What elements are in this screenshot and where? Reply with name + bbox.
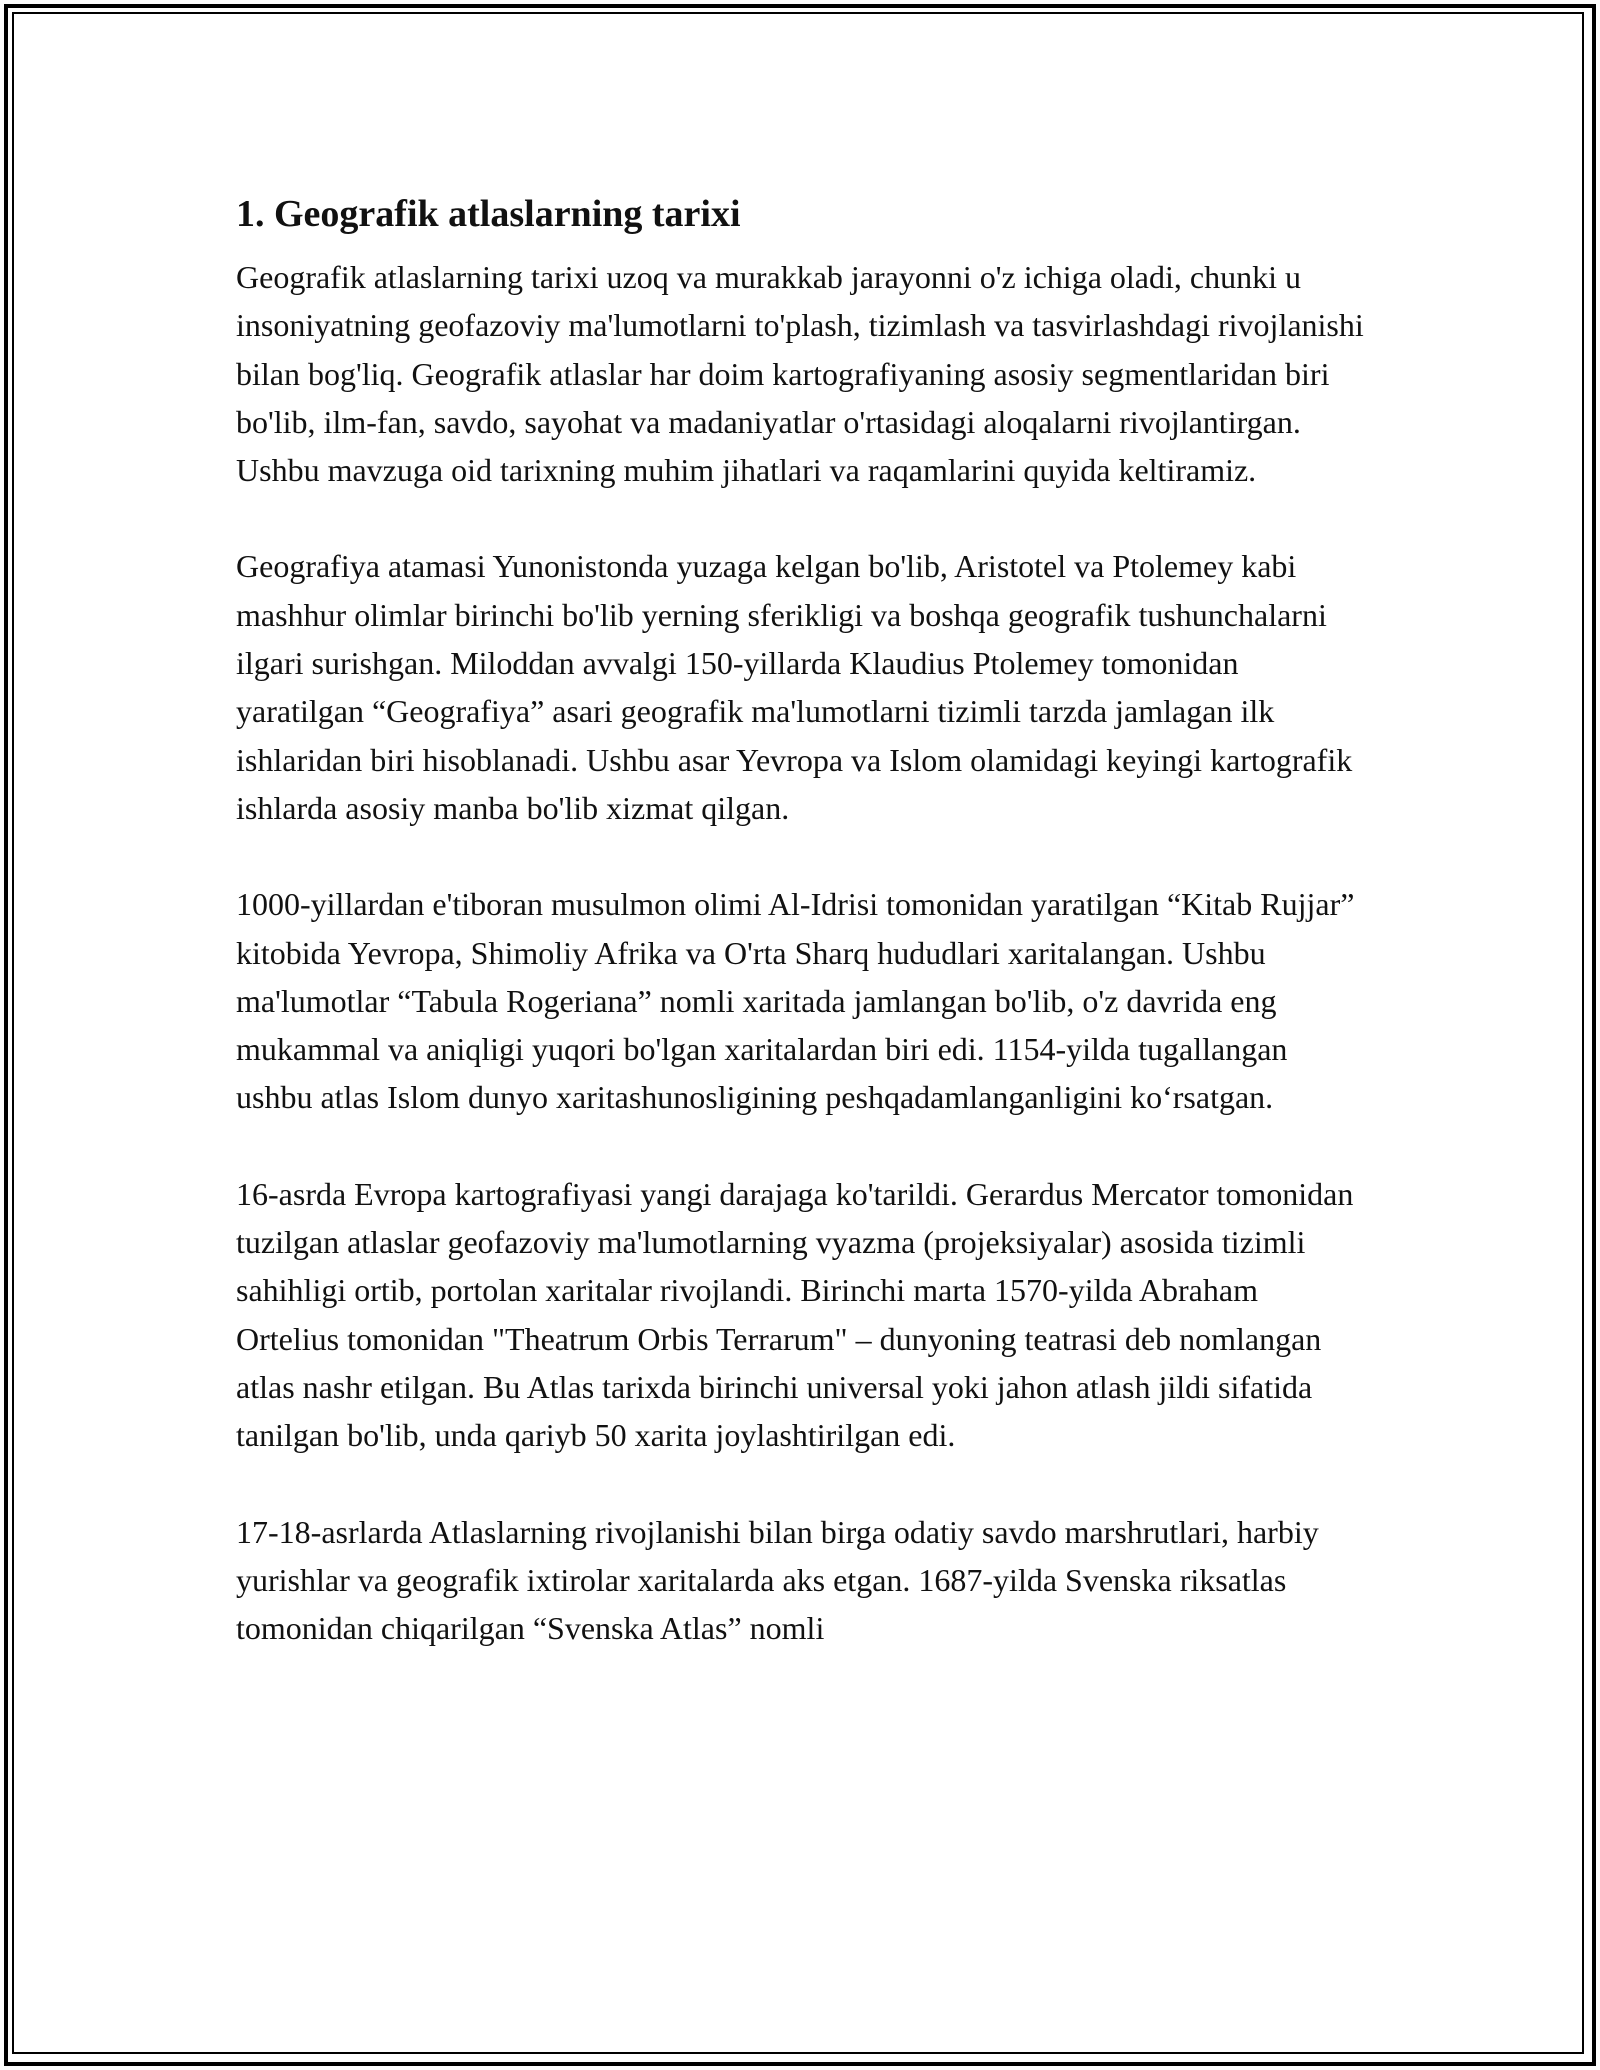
paragraph-16th-century: 16-asrda Evropa kartografiyasi yangi darajaga ko'tarildi. Gerardus Mercator tomonidan tuzilgan atlaslar geofazoviy ma'lumotlarning vyazma (projeksiyalar) asosida tizimli sahihligi ortib, portolan xaritalar rivojlandi. Birinchi marta 1570-yilda Abraham Ortelius tomonidan "Theatrum Orbis Terrarum" – dunyoning teatrasi deb nomlangan atlas nashr etilgan. Bu Atlas tarixda birinchi universal yoki jahon atlash jildi sifatida tanilgan bo'lib, unda qariyb 50 xarita joylashtirilgan edi. [236,1175,1354,1454]
document-body [236,185,1366,1700]
paragraph-greece-ptolemy: Geografiya atamasi Yunonistonda yuzaga kelgan bo'lib, Aristotel va Ptolemey kabi mashhur olimlar birinchi bo'lib yerning sferikligi va boshqa geografik tushunchalarni ilgari surishgan. Miloddan avvalgi 150-yillarda Klaudius Ptolemey tomonidan yaratilgan “Geografiya” asari geografik ma'lumotlarni tizimli tarzda jamlagan ilk ishlaridan biri hisoblanadi. Ushbu asar Yevropa va Islom olamidagi keyingi kartografik ishlarda asosiy manba bo'lib xizmat qilgan. [236,548,1353,826]
paragraph-intro: Geografik atlaslarning tarixi uzoq va murakkab jarayonni o'z ichiga oladi, chunki u insoniyatning geofazoviy ma'lumotlarni to'plash, tizimlash va tasvirlashdagi rivojlanishi bilan bog'liq. Geografik atlaslar har doim kartografiyaning asosiy segmentlaridan biri bo'lib, ilm-fan, savdo, sayohat va madaniyatlar o'rtasidagi aloqalarni rivojlantirgan. Ushbu mavzuga oid tarixning muhim jihatlari va raqamlarini quyida keltiramiz. [236,259,1364,489]
paragraph-al-idrisi: 1000-yillardan e'tiboran musulmon olimi Al-Idrisi tomonidan yaratilgan “Kitab Rujjar” kitobida Yevropa, Shimoliy Afrika va O'rta Sharq hududlari xaritalangan. Ushbu ma'lumotlar “Tabula Rogeriana” nomli xaritada jamlangan bo'lib, o'z davrida eng mukammal va aniqligi yuqori bo'lgan xaritalardan biri edi. 1154-yilda tugallangan ushbu atlas Islom dunyo xaritashunosligining peshqadamlanganligini koʻrsatgan. [236,886,1355,1116]
paragraph-17-18th-century: 17-18-asrlarda Atlaslarning rivojlanishi bilan birga odatiy savdo marshrutlari, harbiy yurishlar va geografik ixtirolar xaritalarda aks etgan. 1687-yilda Svenska riksatlas tomonidan chiqarilgan “Svenska Atlas” nomli [236,1513,1319,1647]
section-heading: 1. Geografik atlaslarning tarixi [236,193,741,235]
